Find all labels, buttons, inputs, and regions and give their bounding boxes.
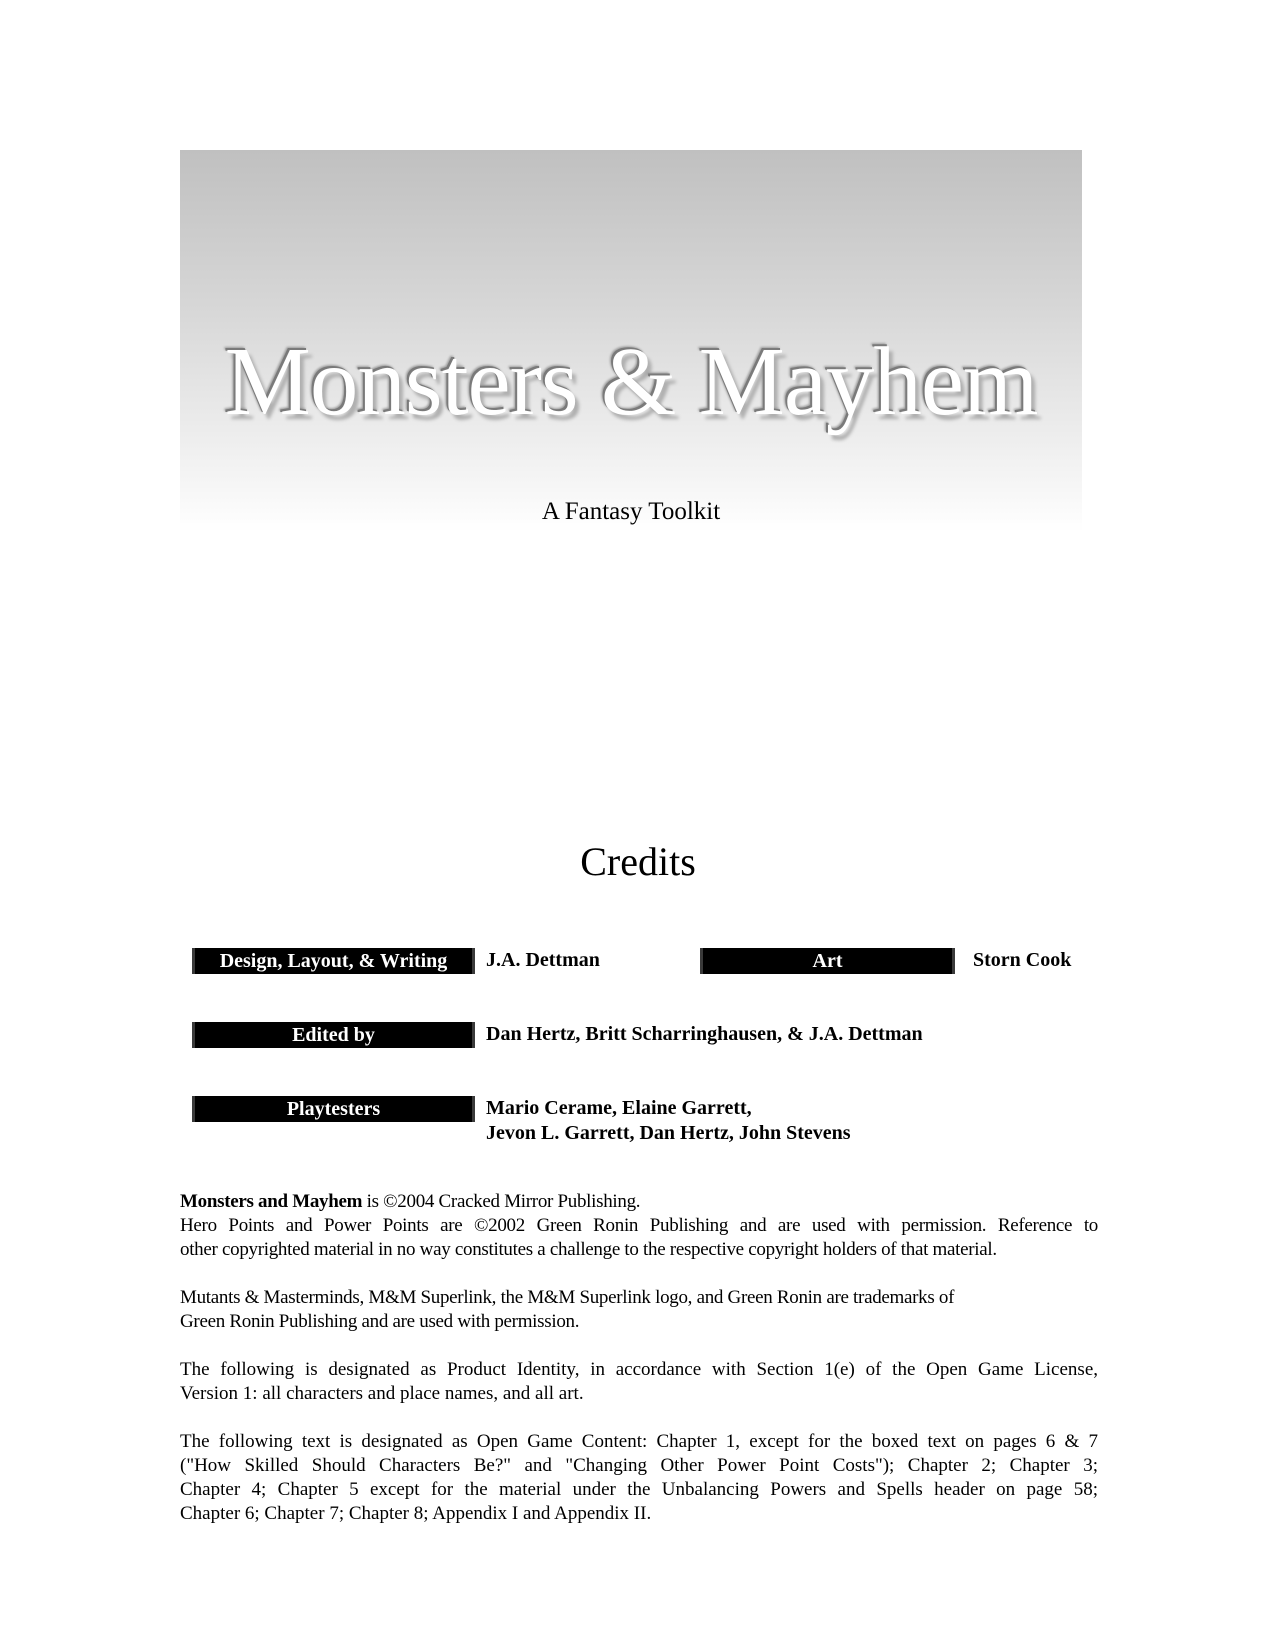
editor-role-name: Dan Hertz, Britt Scharringhausen, & J.A. Dettman <box>486 1023 923 1045</box>
playtesters-line-1: Mario Cerame, Elaine Garrett, <box>486 1097 752 1119</box>
copyright-notice <box>180 1190 1098 1262</box>
book-title: Monsters & Mayhem <box>224 328 1038 435</box>
copyright-line <box>180 1190 1098 1214</box>
trademark-line-2: Green Ronin Publishing and are used with permission. <box>180 1311 580 1332</box>
product-identity-notice <box>180 1358 1098 1406</box>
ogc-line-2: ("How Skilled Should Characters Be?" and "Changing Other Power Point Costs"); Chapter 2; Chapter 3; <box>180 1455 1098 1476</box>
playtesters-role-label: Playtesters <box>192 1096 475 1122</box>
design-role-label: Design, Layout, & Writing <box>192 948 475 974</box>
trademark-notice <box>180 1286 1098 1334</box>
ogc-line-1: The following text is designated as Open Game Content: Chapter 1, except for the boxed text on pages 6 & 7 <box>180 1431 1098 1452</box>
product-identity-line-2: Version 1: all characters and place names, and all art. <box>180 1383 584 1404</box>
product-name: Monsters and Mayhem <box>180 1191 363 1212</box>
art-role-name: Storn Cook <box>973 949 1072 971</box>
design-role-name: J.A. Dettman <box>486 949 600 971</box>
copyright-holder: is ©2004 Cracked Mirror Publishing. <box>362 1191 641 1212</box>
hero-points-line-2: other copyrighted material in no way constitutes a challenge to the respective copyright holders of that material. <box>180 1239 997 1260</box>
playtesters-line-2: Jevon L. Garrett, Dan Hertz, John Stevens <box>486 1122 851 1144</box>
book-subtitle: A Fantasy Toolkit <box>541 498 721 525</box>
ogc-line-3: Chapter 4; Chapter 5 except for the material under the Unbalancing Powers and Spells header on page 58; <box>180 1479 1098 1500</box>
hero-points-line-1: Hero Points and Power Points are ©2002 Green Ronin Publishing and are used with permission. Reference to <box>180 1215 1098 1236</box>
editor-role-label: Edited by <box>192 1022 475 1048</box>
open-game-content-notice <box>180 1430 1098 1526</box>
credits-heading: Credits <box>580 839 696 884</box>
art-role-label: Art <box>700 948 955 974</box>
trademark-line-1: Mutants & Masterminds, M&M Superlink, the M&M Superlink logo, and Green Ronin are trademarks of <box>180 1287 955 1308</box>
ogc-line-4: Chapter 6; Chapter 7; Chapter 8; Appendix I and Appendix II. <box>180 1503 652 1524</box>
product-identity-line-1: The following is designated as Product Identity, in accordance with Section 1(e) of the Open Game License, <box>180 1359 1098 1380</box>
